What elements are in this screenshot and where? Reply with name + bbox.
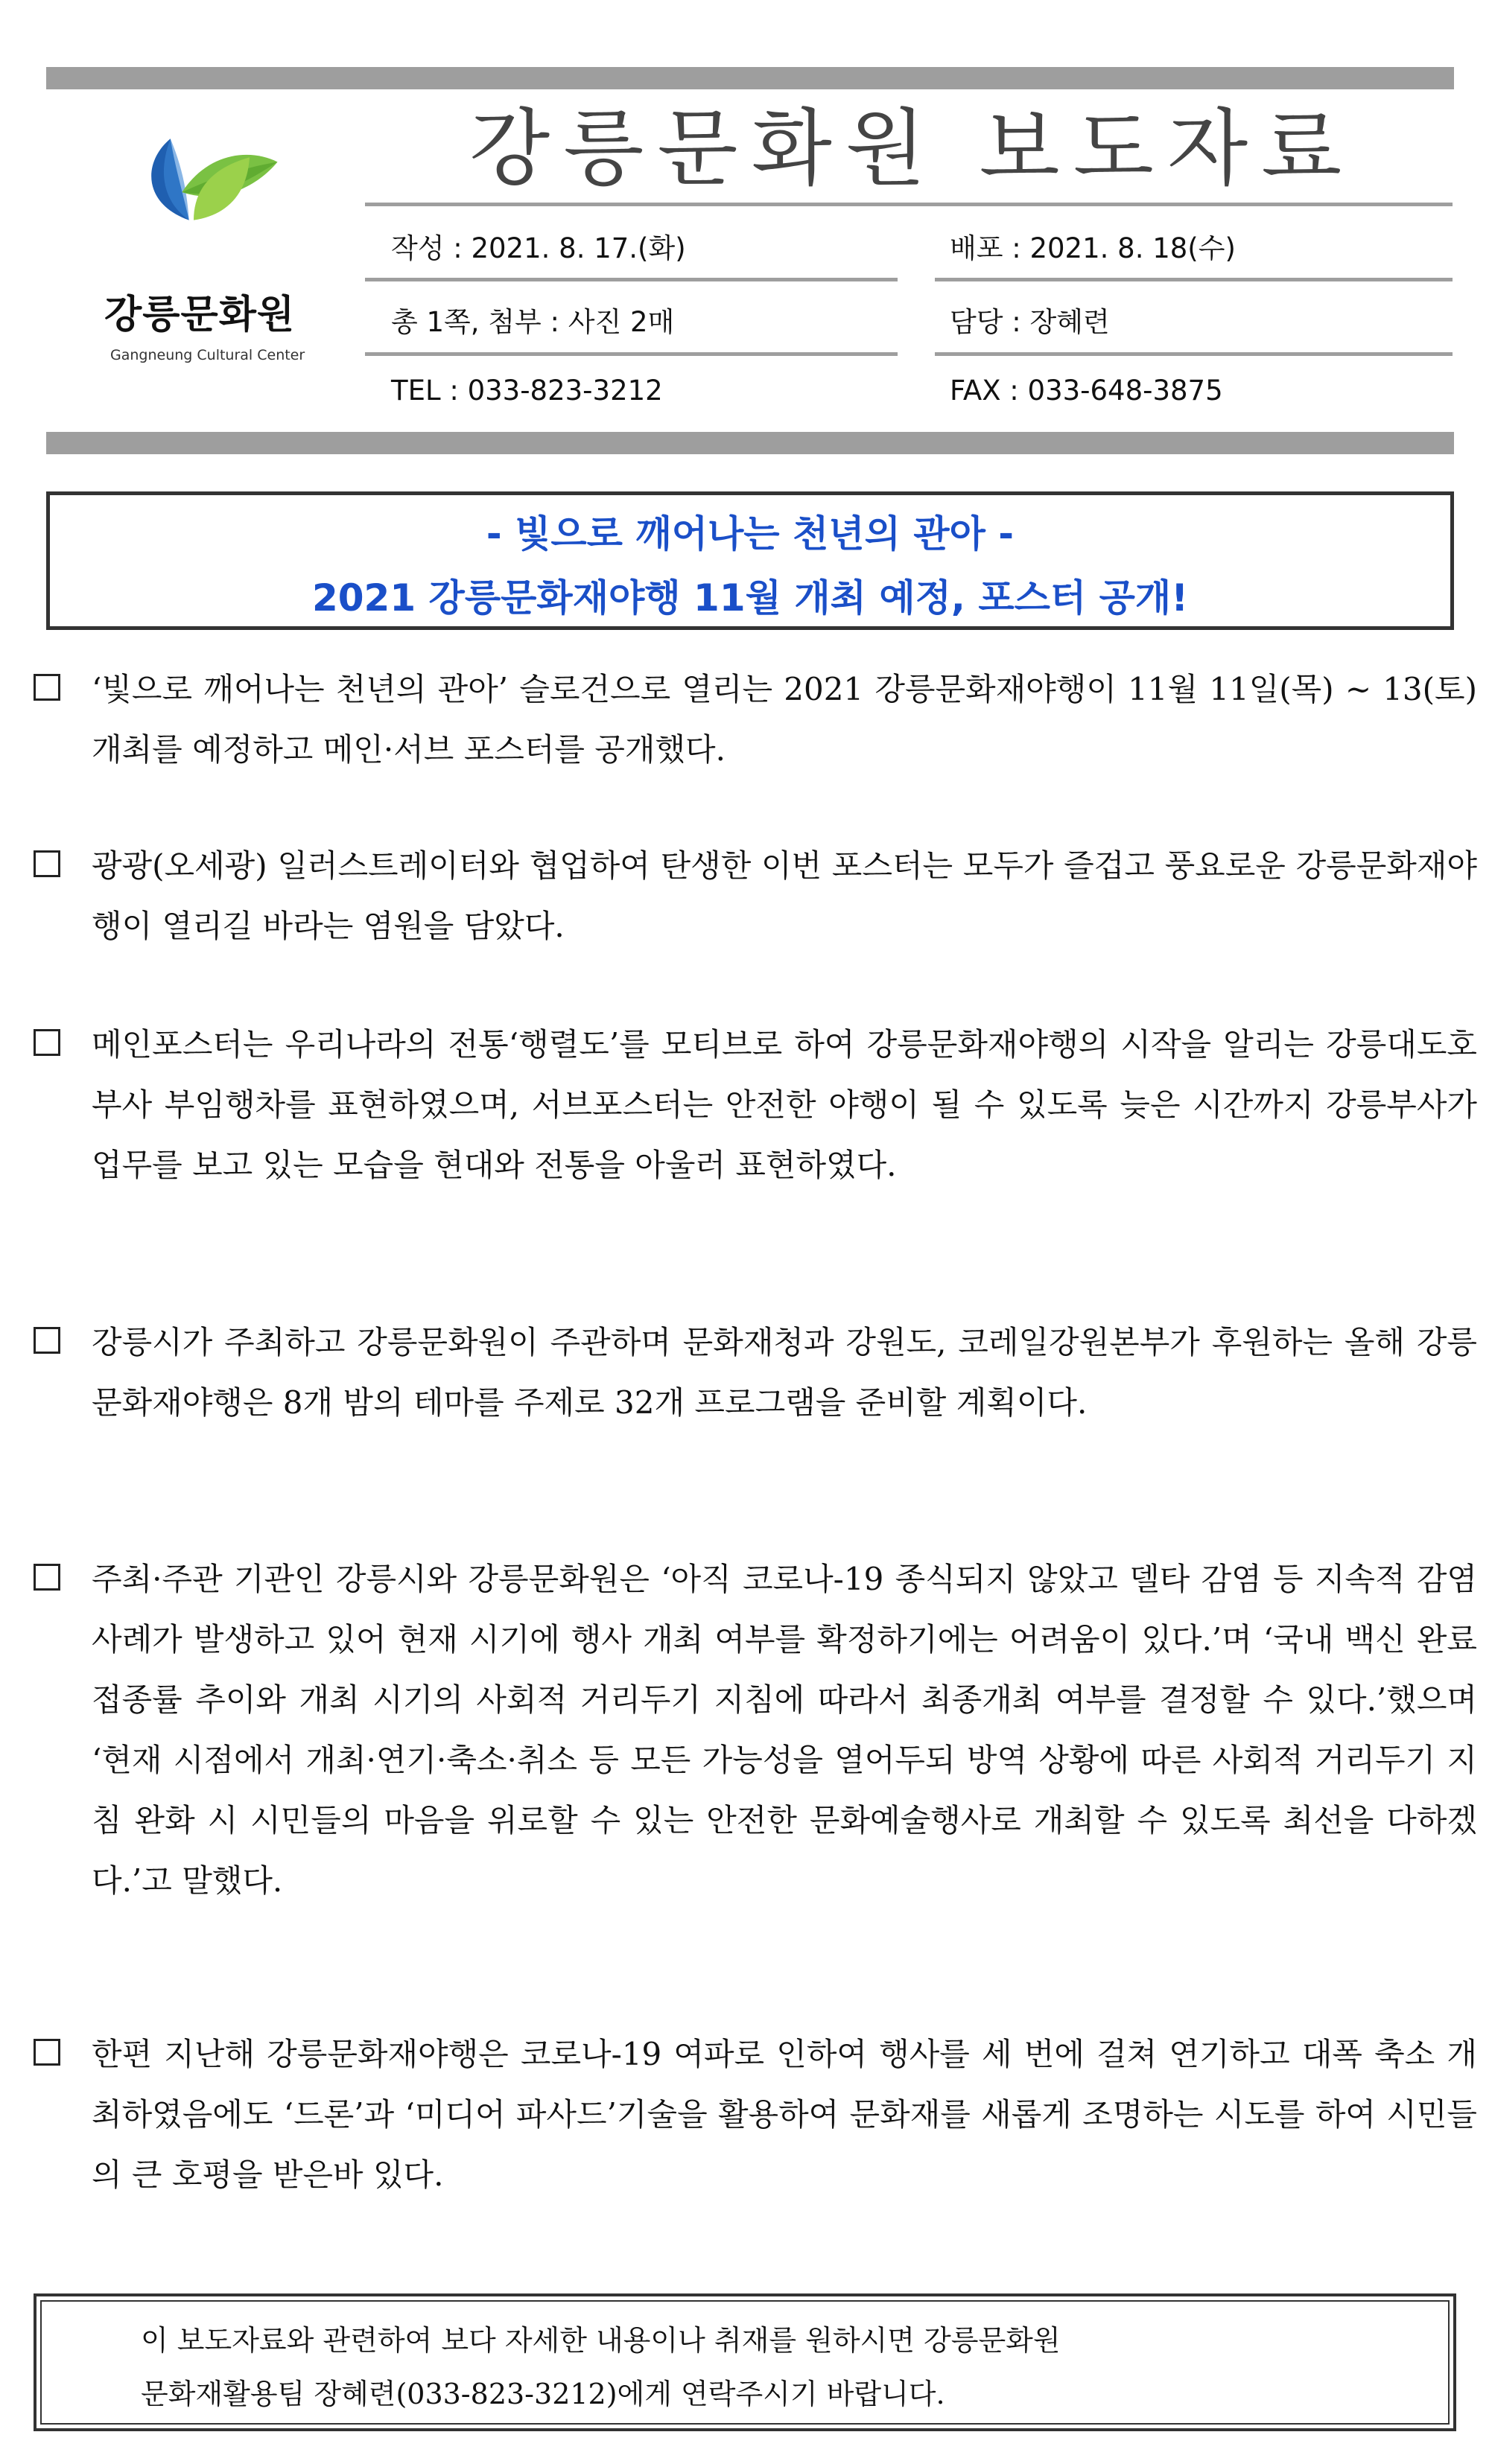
headline-title: 2021 강릉문화재야행 11월 개최 예정, 포스터 공개! — [311, 576, 1189, 620]
page-title: 강릉문화원 보도자료 — [469, 101, 1356, 197]
paragraph — [34, 1312, 1477, 1433]
contact-note-box — [34, 2293, 1456, 2431]
org-name: 강릉문화원 — [104, 293, 296, 337]
checkbox-bullet-icon — [34, 1327, 60, 1354]
distribution-date: 배포 : 2021. 8. 18(수) — [950, 232, 1236, 264]
paragraph-text: 주최·주관 기관인 강릉시와 강릉문화원은 ‘아직 코로나-19 종식되지 않았고 델타 감염 등 지속적 감염사례가 발생하고 있어 현재 시기에 행사 개최 여부를 확정하기에는 어려움이 있다.’며 ‘국내 백신 완료접종률 추이와 개최 시기의 사회적 거리두기 지침에 따라서 최종개최 여부를 결정할 수 있다.’했으며 ‘현재 시점에서 개최·연기·축소·취소 등 모든 가능성을 열어두되 방역 상황에 따른 사회적 거리두기 지침 완화 시 시민들의 마음을 위로할 수 있는 안전한 문화예술행사로 개최할 수 있도록 최선을 다하겠다.’고 말했다. — [92, 1561, 1477, 1899]
paragraph-text: 광광(오세광) 일러스트레이터와 협업하여 탄생한 이번 포스터는 모두가 즐겁고 풍요로운 강릉문화재야행이 열리길 바라는 염원을 담았다. — [92, 847, 1477, 944]
checkbox-bullet-icon — [34, 1029, 60, 1056]
written-date: 작성 : 2021. 8. 17.(화) — [391, 232, 686, 264]
contact-note-line: 이 보도자료와 관련하여 보다 자세한 내용이나 취재를 원하시면 강릉문화원 — [141, 2324, 1061, 2357]
meta-divider — [935, 278, 1453, 281]
meta-divider — [365, 278, 898, 281]
paragraph — [34, 1014, 1477, 1195]
telephone: TEL : 033-823-3212 — [391, 375, 663, 407]
org-name-english: Gangneung Cultural Center — [110, 347, 305, 363]
paragraph — [34, 2024, 1477, 2205]
paragraph-text: 메인포스터는 우리나라의 전통‘행렬도’를 모티브로 하여 강릉문화재야행의 시작을 알리는 강릉대도호부사 부임행차를 표현하였으며, 서브포스터는 안전한 야행이 될 수 있도록 늦은 시간까지 강릉부사가 업무를 보고 있는 모습을 현대와 전통을 아울러 표현하였다. — [92, 1026, 1477, 1183]
header-bottom-bar — [46, 432, 1454, 454]
checkbox-bullet-icon — [34, 2039, 60, 2066]
checkbox-bullet-icon — [34, 1564, 60, 1591]
paragraph-text: 강릉시가 주최하고 강릉문화원이 주관하며 문화재청과 강원도, 코레일강원본부가 후원하는 올해 강릉문화재야행은 8개 밤의 테마를 주제로 32개 프로그램을 준비할 계획이다. — [92, 1324, 1477, 1421]
page-count: 총 1쪽, 첨부 : 사진 2매 — [391, 306, 675, 338]
paragraph-text: ‘빛으로 깨어나는 천년의 관아’ 슬로건으로 열리는 2021 강릉문화재야행이 11월 11일(목) ~ 13(토) 개최를 예정하고 메인·서브 포스터를 공개했다. — [92, 671, 1477, 768]
paragraph — [34, 835, 1477, 956]
headline-box — [46, 491, 1454, 630]
contact-person: 담당 : 장혜련 — [950, 306, 1110, 338]
meta-divider — [935, 352, 1453, 356]
headline-subtitle: - 빛으로 깨어나는 천년의 관아 - — [486, 512, 1015, 555]
leaf-logo-icon — [101, 134, 324, 283]
fax: FAX : 033-648-3875 — [950, 375, 1223, 407]
contact-note-line: 문화재활용팀 장혜련(033-823-3212)에게 연락주시기 바랍니다. — [141, 2378, 945, 2410]
checkbox-bullet-icon — [34, 850, 60, 877]
paragraph — [34, 1549, 1477, 1911]
paragraph-text: 한편 지난해 강릉문화재야행은 코로나-19 여파로 인하여 행사를 세 번에 걸쳐 연기하고 대폭 축소 개최하였음에도 ‘드론’과 ‘미디어 파사드’기술을 활용하여 문화재를 새롭게 조명하는 시도를 하여 시민들의 큰 호평을 받은바 있다. — [92, 2036, 1477, 2193]
checkbox-bullet-icon — [34, 674, 60, 701]
paragraph — [34, 659, 1477, 780]
meta-divider — [365, 352, 898, 356]
meta-divider — [365, 203, 1453, 206]
